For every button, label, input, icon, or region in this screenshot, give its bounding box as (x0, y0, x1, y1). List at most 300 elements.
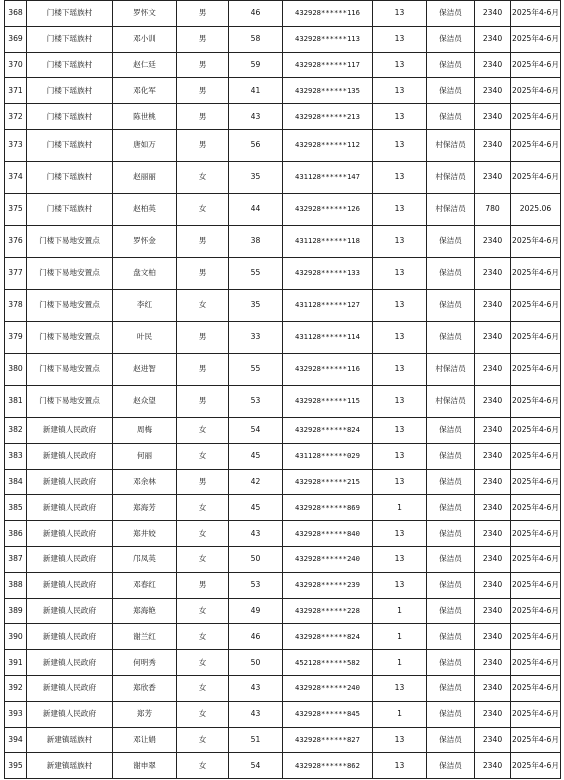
row-index: 382 (5, 417, 27, 443)
months-cell: 13 (373, 321, 427, 353)
months-cell: 1 (373, 701, 427, 727)
age-cell: 41 (229, 78, 283, 104)
row-index: 378 (5, 289, 27, 321)
id-number-cell: 432928******115 (283, 385, 373, 417)
job-cell: 保洁员 (427, 521, 475, 547)
row-index: 381 (5, 385, 27, 417)
table-row (5, 443, 561, 469)
age-cell: 33 (229, 321, 283, 353)
amount-cell: 2340 (475, 104, 511, 130)
amount-cell: 2340 (475, 321, 511, 353)
unit-cell: 门楼下瑶族村 (27, 129, 113, 161)
gender-cell: 男 (177, 321, 229, 353)
period-cell: 2025.06 (511, 193, 561, 225)
unit-cell: 门楼下瑶族村 (27, 52, 113, 78)
job-cell: 保洁员 (427, 469, 475, 495)
period-cell: 2025年4-6月 (511, 675, 561, 701)
gender-cell: 男 (177, 257, 229, 289)
unit-cell: 新建镇人民政府 (27, 521, 113, 547)
period-cell: 2025年4-6月 (511, 546, 561, 572)
table-row (5, 52, 561, 78)
row-index: 373 (5, 129, 27, 161)
table-row (5, 129, 561, 161)
period-cell: 2025年4-6月 (511, 1, 561, 27)
name-cell: 谢申翠 (113, 753, 177, 779)
unit-cell: 门楼下瑶族村 (27, 161, 113, 193)
table-row (5, 321, 561, 353)
age-cell: 59 (229, 52, 283, 78)
unit-cell: 新建镇人民政府 (27, 650, 113, 676)
id-number-cell: 432928******112 (283, 129, 373, 161)
gender-cell: 男 (177, 104, 229, 130)
gender-cell: 女 (177, 624, 229, 650)
age-cell: 50 (229, 546, 283, 572)
age-cell: 46 (229, 1, 283, 27)
age-cell: 43 (229, 521, 283, 547)
unit-cell: 新建镇人民政府 (27, 624, 113, 650)
period-cell: 2025年4-6月 (511, 701, 561, 727)
id-number-cell: 432928******126 (283, 193, 373, 225)
unit-cell: 新建镇人民政府 (27, 572, 113, 598)
unit-cell: 新建镇瑶族村 (27, 727, 113, 753)
age-cell: 35 (229, 161, 283, 193)
amount-cell: 2340 (475, 624, 511, 650)
row-index: 379 (5, 321, 27, 353)
id-number-cell: 432928******240 (283, 675, 373, 701)
id-number-cell: 432928******827 (283, 727, 373, 753)
row-index: 395 (5, 753, 27, 779)
table-row (5, 26, 561, 52)
amount-cell: 2340 (475, 675, 511, 701)
gender-cell: 男 (177, 469, 229, 495)
name-cell: 何丽 (113, 443, 177, 469)
amount-cell: 2340 (475, 521, 511, 547)
amount-cell: 2340 (475, 572, 511, 598)
age-cell: 54 (229, 417, 283, 443)
amount-cell: 2340 (475, 78, 511, 104)
months-cell: 13 (373, 753, 427, 779)
months-cell: 13 (373, 1, 427, 27)
table-row (5, 161, 561, 193)
name-cell: 郑井姣 (113, 521, 177, 547)
months-cell: 1 (373, 624, 427, 650)
table-row (5, 289, 561, 321)
job-cell: 村保洁员 (427, 193, 475, 225)
amount-cell: 2340 (475, 650, 511, 676)
id-number-cell: 432928******113 (283, 26, 373, 52)
id-number-cell: 432928******133 (283, 257, 373, 289)
job-cell: 保洁员 (427, 26, 475, 52)
age-cell: 46 (229, 624, 283, 650)
id-number-cell: 432928******215 (283, 469, 373, 495)
table-row (5, 727, 561, 753)
gender-cell: 男 (177, 26, 229, 52)
job-cell: 保洁员 (427, 624, 475, 650)
job-cell: 保洁员 (427, 598, 475, 624)
row-index: 371 (5, 78, 27, 104)
amount-cell: 2340 (475, 469, 511, 495)
row-index: 383 (5, 443, 27, 469)
job-cell: 保洁员 (427, 650, 475, 676)
id-number-cell: 432928******117 (283, 52, 373, 78)
age-cell: 58 (229, 26, 283, 52)
months-cell: 13 (373, 52, 427, 78)
amount-cell: 2340 (475, 52, 511, 78)
period-cell: 2025年4-6月 (511, 727, 561, 753)
row-index: 392 (5, 675, 27, 701)
id-number-cell: 431128******114 (283, 321, 373, 353)
table-row (5, 353, 561, 385)
age-cell: 45 (229, 443, 283, 469)
period-cell: 2025年4-6月 (511, 572, 561, 598)
job-cell: 村保洁员 (427, 385, 475, 417)
period-cell: 2025年4-6月 (511, 598, 561, 624)
months-cell: 13 (373, 289, 427, 321)
gender-cell: 女 (177, 443, 229, 469)
period-cell: 2025年4-6月 (511, 225, 561, 257)
months-cell: 13 (373, 469, 427, 495)
job-cell: 保洁员 (427, 572, 475, 598)
row-index: 369 (5, 26, 27, 52)
age-cell: 51 (229, 727, 283, 753)
months-cell: 13 (373, 26, 427, 52)
unit-cell: 门楼下易地安置点 (27, 353, 113, 385)
months-cell: 13 (373, 193, 427, 225)
period-cell: 2025年4-6月 (511, 26, 561, 52)
period-cell: 2025年4-6月 (511, 417, 561, 443)
unit-cell: 门楼下易地安置点 (27, 225, 113, 257)
job-cell: 保洁员 (427, 1, 475, 27)
months-cell: 13 (373, 727, 427, 753)
id-number-cell: 432928******240 (283, 546, 373, 572)
row-index: 386 (5, 521, 27, 547)
months-cell: 13 (373, 385, 427, 417)
gender-cell: 女 (177, 193, 229, 225)
name-cell: 赵进智 (113, 353, 177, 385)
job-cell: 村保洁员 (427, 353, 475, 385)
job-cell: 保洁员 (427, 417, 475, 443)
table-row (5, 624, 561, 650)
period-cell: 2025年4-6月 (511, 104, 561, 130)
gender-cell: 女 (177, 701, 229, 727)
unit-cell: 门楼下易地安置点 (27, 289, 113, 321)
name-cell: 罗怀文 (113, 1, 177, 27)
name-cell: 赵丽丽 (113, 161, 177, 193)
gender-cell: 女 (177, 727, 229, 753)
job-cell: 保洁员 (427, 675, 475, 701)
row-index: 375 (5, 193, 27, 225)
gender-cell: 男 (177, 353, 229, 385)
gender-cell: 女 (177, 753, 229, 779)
job-cell: 保洁员 (427, 727, 475, 753)
age-cell: 45 (229, 495, 283, 521)
months-cell: 13 (373, 104, 427, 130)
period-cell: 2025年4-6月 (511, 624, 561, 650)
row-index: 380 (5, 353, 27, 385)
age-cell: 50 (229, 650, 283, 676)
unit-cell: 门楼下易地安置点 (27, 385, 113, 417)
name-cell: 李红 (113, 289, 177, 321)
table-row (5, 753, 561, 779)
amount-cell: 2340 (475, 1, 511, 27)
job-cell: 保洁员 (427, 257, 475, 289)
name-cell: 盘文柏 (113, 257, 177, 289)
unit-cell: 门楼下瑶族村 (27, 193, 113, 225)
id-number-cell: 432928******824 (283, 417, 373, 443)
name-cell: 陈世桃 (113, 104, 177, 130)
months-cell: 13 (373, 353, 427, 385)
months-cell: 13 (373, 225, 427, 257)
row-index: 372 (5, 104, 27, 130)
gender-cell: 女 (177, 417, 229, 443)
age-cell: 42 (229, 469, 283, 495)
unit-cell: 门楼下瑶族村 (27, 1, 113, 27)
table-row (5, 417, 561, 443)
unit-cell: 新建镇人民政府 (27, 546, 113, 572)
id-number-cell: 431128******029 (283, 443, 373, 469)
gender-cell: 男 (177, 52, 229, 78)
period-cell: 2025年4-6月 (511, 443, 561, 469)
gender-cell: 男 (177, 78, 229, 104)
job-cell: 保洁员 (427, 52, 475, 78)
amount-cell: 2340 (475, 495, 511, 521)
gender-cell: 女 (177, 521, 229, 547)
name-cell: 何明秀 (113, 650, 177, 676)
table-row (5, 598, 561, 624)
id-number-cell: 432928******824 (283, 624, 373, 650)
table-body (5, 1, 561, 779)
unit-cell: 新建镇人民政府 (27, 469, 113, 495)
unit-cell: 新建镇人民政府 (27, 598, 113, 624)
row-index: 387 (5, 546, 27, 572)
amount-cell: 780 (475, 193, 511, 225)
table-row (5, 469, 561, 495)
table-row (5, 193, 561, 225)
name-cell: 邓春红 (113, 572, 177, 598)
table-row (5, 78, 561, 104)
job-cell: 保洁员 (427, 225, 475, 257)
unit-cell: 门楼下易地安置点 (27, 321, 113, 353)
job-cell: 保洁员 (427, 321, 475, 353)
name-cell: 叶民 (113, 321, 177, 353)
unit-cell: 新建镇人民政府 (27, 675, 113, 701)
period-cell: 2025年4-6月 (511, 495, 561, 521)
unit-cell: 新建镇人民政府 (27, 495, 113, 521)
gender-cell: 女 (177, 289, 229, 321)
id-number-cell: 432928******845 (283, 701, 373, 727)
table-row (5, 495, 561, 521)
months-cell: 1 (373, 598, 427, 624)
unit-cell: 新建镇人民政府 (27, 443, 113, 469)
table-row (5, 1, 561, 27)
table-row (5, 385, 561, 417)
months-cell: 13 (373, 546, 427, 572)
name-cell: 唐如万 (113, 129, 177, 161)
period-cell: 2025年4-6月 (511, 753, 561, 779)
amount-cell: 2340 (475, 129, 511, 161)
id-number-cell: 432928******116 (283, 1, 373, 27)
period-cell: 2025年4-6月 (511, 521, 561, 547)
period-cell: 2025年4-6月 (511, 469, 561, 495)
name-cell: 赵仁廷 (113, 52, 177, 78)
row-index: 374 (5, 161, 27, 193)
name-cell: 郑欣香 (113, 675, 177, 701)
id-number-cell: 432928******116 (283, 353, 373, 385)
amount-cell: 2340 (475, 598, 511, 624)
table-row (5, 675, 561, 701)
id-number-cell: 431128******127 (283, 289, 373, 321)
months-cell: 1 (373, 495, 427, 521)
amount-cell: 2340 (475, 289, 511, 321)
gender-cell: 女 (177, 675, 229, 701)
amount-cell: 2340 (475, 385, 511, 417)
gender-cell: 男 (177, 385, 229, 417)
row-index: 377 (5, 257, 27, 289)
gender-cell: 女 (177, 650, 229, 676)
table-row (5, 104, 561, 130)
name-cell: 邓化军 (113, 78, 177, 104)
table-row (5, 572, 561, 598)
age-cell: 55 (229, 353, 283, 385)
gender-cell: 女 (177, 495, 229, 521)
name-cell: 邓余林 (113, 469, 177, 495)
row-index: 391 (5, 650, 27, 676)
id-number-cell: 431128******147 (283, 161, 373, 193)
gender-cell: 男 (177, 572, 229, 598)
unit-cell: 门楼下瑶族村 (27, 26, 113, 52)
amount-cell: 2340 (475, 257, 511, 289)
age-cell: 55 (229, 257, 283, 289)
row-index: 388 (5, 572, 27, 598)
gender-cell: 女 (177, 598, 229, 624)
amount-cell: 2340 (475, 417, 511, 443)
row-index: 393 (5, 701, 27, 727)
name-cell: 邓让娟 (113, 727, 177, 753)
gender-cell: 女 (177, 546, 229, 572)
age-cell: 43 (229, 104, 283, 130)
months-cell: 1 (373, 650, 427, 676)
amount-cell: 2340 (475, 353, 511, 385)
row-index: 370 (5, 52, 27, 78)
id-number-cell: 432928******869 (283, 495, 373, 521)
name-cell: 罗怀金 (113, 225, 177, 257)
row-index: 376 (5, 225, 27, 257)
id-number-cell: 432928******239 (283, 572, 373, 598)
table-row (5, 521, 561, 547)
row-index: 368 (5, 1, 27, 27)
age-cell: 43 (229, 701, 283, 727)
table-row (5, 257, 561, 289)
name-cell: 邓小训 (113, 26, 177, 52)
period-cell: 2025年4-6月 (511, 353, 561, 385)
row-index: 394 (5, 727, 27, 753)
period-cell: 2025年4-6月 (511, 321, 561, 353)
amount-cell: 2340 (475, 701, 511, 727)
name-cell: 赵柏英 (113, 193, 177, 225)
amount-cell: 2340 (475, 727, 511, 753)
job-cell: 保洁员 (427, 546, 475, 572)
gender-cell: 男 (177, 1, 229, 27)
table-row (5, 225, 561, 257)
unit-cell: 门楼下易地安置点 (27, 257, 113, 289)
row-index: 385 (5, 495, 27, 521)
age-cell: 56 (229, 129, 283, 161)
age-cell: 53 (229, 572, 283, 598)
name-cell: 郑芳 (113, 701, 177, 727)
age-cell: 44 (229, 193, 283, 225)
age-cell: 53 (229, 385, 283, 417)
id-number-cell: 432928******135 (283, 78, 373, 104)
row-index: 384 (5, 469, 27, 495)
job-cell: 保洁员 (427, 78, 475, 104)
age-cell: 49 (229, 598, 283, 624)
unit-cell: 门楼下瑶族村 (27, 104, 113, 130)
months-cell: 13 (373, 521, 427, 547)
months-cell: 13 (373, 443, 427, 469)
id-number-cell: 431128******118 (283, 225, 373, 257)
job-cell: 村保洁员 (427, 129, 475, 161)
months-cell: 13 (373, 161, 427, 193)
period-cell: 2025年4-6月 (511, 289, 561, 321)
name-cell: 郑海芳 (113, 495, 177, 521)
period-cell: 2025年4-6月 (511, 161, 561, 193)
row-index: 390 (5, 624, 27, 650)
age-cell: 54 (229, 753, 283, 779)
table-row (5, 650, 561, 676)
months-cell: 13 (373, 675, 427, 701)
name-cell: 郑海艳 (113, 598, 177, 624)
id-number-cell: 432928******228 (283, 598, 373, 624)
table-row (5, 701, 561, 727)
gender-cell: 男 (177, 225, 229, 257)
amount-cell: 2340 (475, 443, 511, 469)
amount-cell: 2340 (475, 546, 511, 572)
unit-cell: 新建镇人民政府 (27, 417, 113, 443)
age-cell: 43 (229, 675, 283, 701)
period-cell: 2025年4-6月 (511, 257, 561, 289)
gender-cell: 男 (177, 129, 229, 161)
period-cell: 2025年4-6月 (511, 52, 561, 78)
gender-cell: 女 (177, 161, 229, 193)
amount-cell: 2340 (475, 225, 511, 257)
period-cell: 2025年4-6月 (511, 129, 561, 161)
unit-cell: 新建镇人民政府 (27, 701, 113, 727)
age-cell: 35 (229, 289, 283, 321)
name-cell: 赵众望 (113, 385, 177, 417)
period-cell: 2025年4-6月 (511, 650, 561, 676)
amount-cell: 2340 (475, 26, 511, 52)
name-cell: 邝凤英 (113, 546, 177, 572)
amount-cell: 2340 (475, 161, 511, 193)
months-cell: 13 (373, 257, 427, 289)
job-cell: 保洁员 (427, 701, 475, 727)
months-cell: 13 (373, 129, 427, 161)
period-cell: 2025年4-6月 (511, 385, 561, 417)
job-cell: 保洁员 (427, 495, 475, 521)
job-cell: 保洁员 (427, 289, 475, 321)
amount-cell: 2340 (475, 753, 511, 779)
job-cell: 保洁员 (427, 104, 475, 130)
id-number-cell: 452128******582 (283, 650, 373, 676)
unit-cell: 门楼下瑶族村 (27, 78, 113, 104)
id-number-cell: 432928******862 (283, 753, 373, 779)
row-index: 389 (5, 598, 27, 624)
months-cell: 13 (373, 78, 427, 104)
job-cell: 保洁员 (427, 753, 475, 779)
months-cell: 13 (373, 572, 427, 598)
name-cell: 周梅 (113, 417, 177, 443)
period-cell: 2025年4-6月 (511, 78, 561, 104)
